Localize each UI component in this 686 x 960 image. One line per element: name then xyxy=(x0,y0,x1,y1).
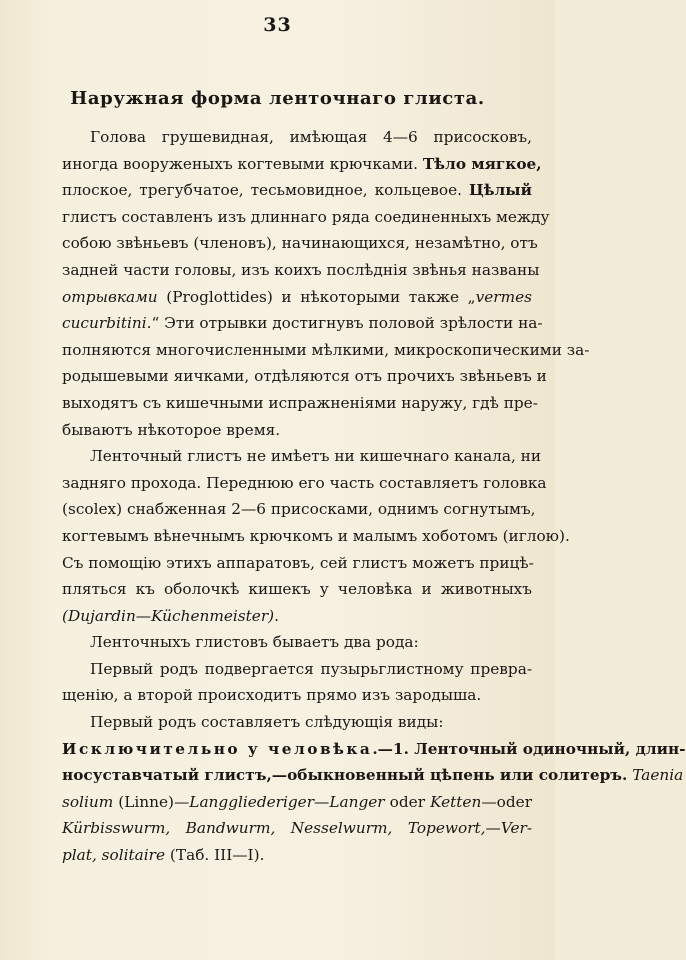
text-line xyxy=(62,230,538,257)
text-run: Первый родъ подвергается пузырьглистному превра- xyxy=(90,659,532,678)
text-run: Ketten xyxy=(430,792,482,811)
text-run: Съ помощію этихъ аппаратовъ, сей глистъ можетъ прицѣ- xyxy=(62,553,534,572)
text-run: бываютъ нѣкоторое время. xyxy=(62,420,281,439)
text-line xyxy=(62,842,532,869)
text-run: Первый родъ составляетъ слѣдующія виды: xyxy=(90,713,444,732)
text-line xyxy=(62,576,532,603)
text-line xyxy=(62,177,532,204)
text-run: Taenia xyxy=(632,766,684,785)
text-line xyxy=(62,523,570,550)
text-line xyxy=(62,390,538,417)
text-line xyxy=(62,550,532,577)
text-line xyxy=(62,656,532,683)
text-run: когтевымъ вѣнечнымъ крючкомъ и малымъ хоботомъ (иглою). xyxy=(62,526,570,545)
text-run: “ Эти отрывки достигнувъ половой зрѣлости на- xyxy=(151,314,543,333)
text-run: (Таб. III—I). xyxy=(165,846,265,865)
text-line xyxy=(62,762,684,789)
text-line xyxy=(62,363,547,390)
text-run: носуставчатый глистъ,—обыкновенный цѣпень или солитеръ. xyxy=(62,766,628,785)
text-run: Исключительно у человѣка xyxy=(62,739,373,758)
text-line xyxy=(62,417,532,444)
text-line xyxy=(62,257,540,284)
text-line xyxy=(62,682,532,709)
text-run: oder xyxy=(384,792,431,811)
text-run: Ленточныхъ глистовъ бываетъ два рода: xyxy=(90,633,419,652)
text-line xyxy=(62,789,532,816)
section-title: Наружная форма ленточнаго глиста. xyxy=(70,88,485,109)
text-run: выходятъ съ кишечными испражненіями наружу, гдѣ пре- xyxy=(62,393,538,412)
text-run: Цѣлый xyxy=(468,181,532,200)
text-run: иногда вооруженыхъ когтевыми крючками. xyxy=(62,154,423,173)
text-line xyxy=(62,815,532,842)
text-line xyxy=(62,736,686,763)
text-run: Голова грушевидная, имѣющая 4—6 присосковъ, xyxy=(90,128,532,146)
text-run: собою звѣньевъ (членовъ), начинающихся, незамѣтно, отъ xyxy=(62,234,538,253)
text-run: (scolex) снабженная 2—6 присосками, однимъ согнутымъ, xyxy=(62,500,536,519)
text-line xyxy=(62,124,532,151)
text-run: plat, solitaire xyxy=(62,846,166,865)
text-run: родышевыми яичками, отдѣляются отъ прочихъ звѣньевъ и xyxy=(62,367,547,386)
text-run: (Proglottides) и нѣкоторыми также „ xyxy=(157,287,476,306)
text-run: щенію, а второй происходитъ прямо изъ зародыша. xyxy=(62,686,482,705)
text-line xyxy=(62,443,542,470)
text-run: vermes xyxy=(475,287,532,306)
text-line xyxy=(62,629,532,656)
text-run: cucurbitini. xyxy=(62,314,152,333)
text-line xyxy=(62,496,536,523)
text-line xyxy=(62,284,532,311)
text-run: Ленточный глистъ не имѣетъ ни кишечнаго канала, ни xyxy=(90,447,542,466)
text-run: пляться къ оболочкѣ кишекъ у человѣка и животныхъ xyxy=(62,580,532,599)
text-line xyxy=(62,603,532,630)
text-run: . xyxy=(274,606,280,625)
text-run: —oder xyxy=(481,792,533,811)
text-run: отрывками xyxy=(62,287,158,306)
text-run: плоское, трегубчатое, тесьмовидное, кольцевое. xyxy=(62,181,469,200)
text-run: Langgliederiger—Langer xyxy=(189,792,385,811)
text-run: полняются многочисленными мѣлкими, микроскопическими за- xyxy=(62,340,590,359)
text-line xyxy=(62,310,543,337)
body-text xyxy=(62,124,686,869)
text-run: .—1. Ленточный одиночный, длин- xyxy=(372,739,686,758)
text-run: Kürbisswurm, Bandwurm, Nesselwurm, Topewort,—Ver- xyxy=(62,819,532,838)
text-line xyxy=(62,709,532,736)
text-run: (Dujardin—Küchenmeister) xyxy=(62,606,275,625)
text-run: solium xyxy=(62,792,114,811)
text-line xyxy=(62,204,550,231)
text-run: Тѣло мягкое, xyxy=(422,154,542,173)
text-run: задней части головы, изъ коихъ послѣднія звѣнья названы xyxy=(62,260,540,279)
text-line xyxy=(62,470,547,497)
text-line xyxy=(62,151,542,178)
text-run: глистъ составленъ изъ длиннаго ряда соединенныхъ между xyxy=(62,207,550,226)
page-number: 33 xyxy=(263,14,292,36)
text-run: (Linne)— xyxy=(113,792,190,811)
text-run: задняго прохода. Переднюю его часть составляетъ головка xyxy=(62,473,547,492)
text-line xyxy=(62,337,590,364)
